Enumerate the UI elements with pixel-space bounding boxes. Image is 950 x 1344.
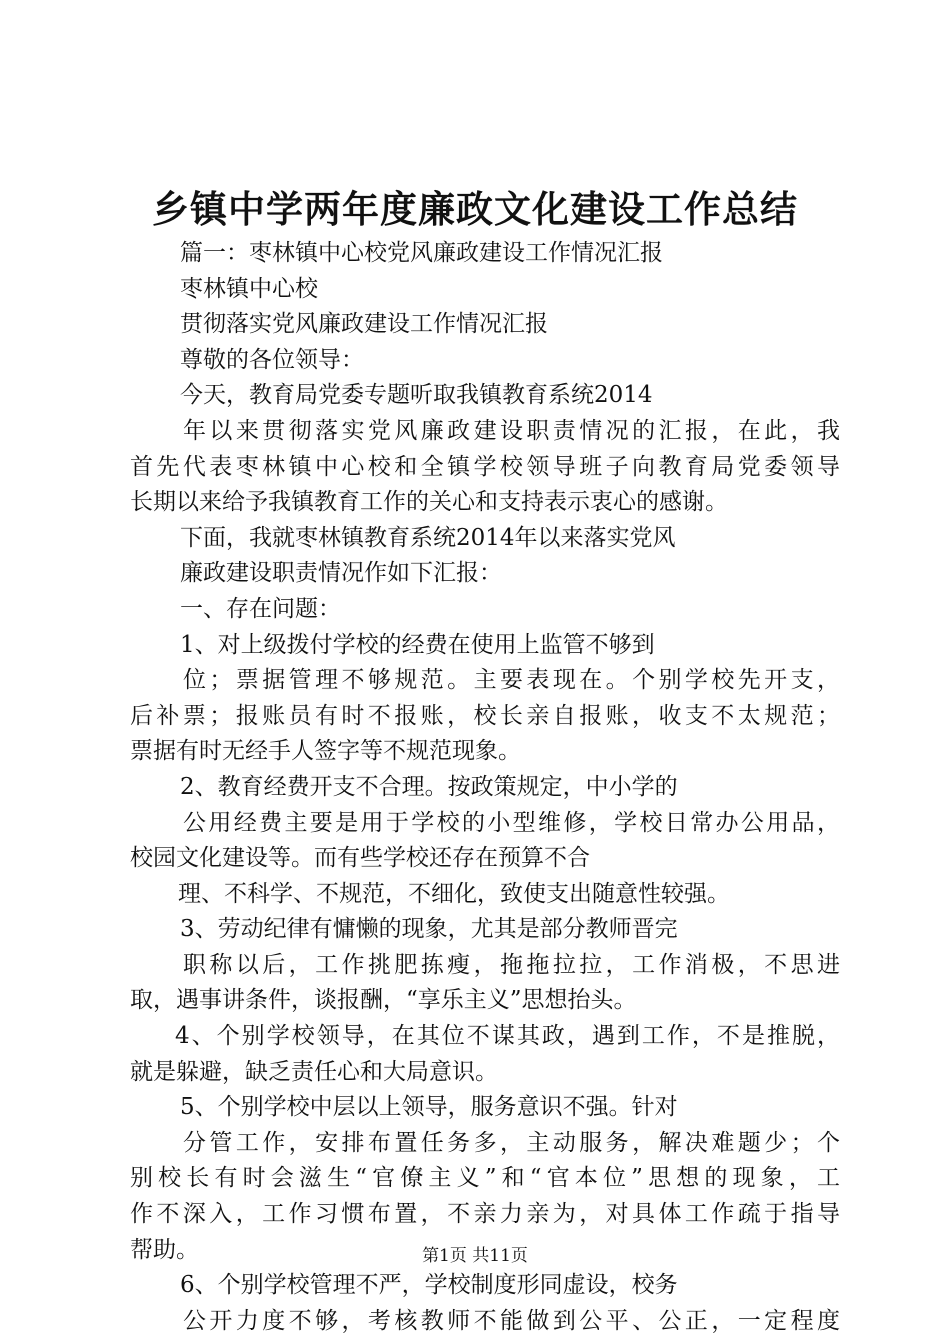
text-line: 长期以来给予我镇教育工作的关心和支持表示衷心的感谢。: [130, 489, 728, 516]
text-line: 取，遇事讲条件，谈报酬，“享乐主义”思想抬头。: [130, 987, 637, 1014]
text-line: 帮助。: [130, 1236, 199, 1263]
text-line: 就是躲避，缺乏责任心和大局意识。: [130, 1058, 498, 1085]
text-line: 廉政建设职责情况作如下汇报：: [180, 560, 502, 587]
text-line: 年以来贯彻落实党风廉政建设职责情况的汇报，在此，我: [183, 417, 840, 444]
text-line: 作不深入，工作习惯布置，不亲力亲为，对具体工作疏于指导: [130, 1201, 840, 1228]
text-line: 篇一：枣林镇中心校党风廉政建设工作情况汇报: [180, 240, 663, 266]
text-line: 别校长有时会滋生“官僚主义”和“官本位”思想的现象，工: [130, 1165, 840, 1192]
text-line: 4、个别学校领导，在其位不谋其政，遇到工作，不是推脱，: [175, 1023, 840, 1050]
text-line: 5、个别学校中层以上领导，服务意识不强。针对: [180, 1094, 678, 1121]
text-line: 6、个别学校管理不严，学校制度形同虚设，校务: [180, 1272, 678, 1299]
text-line: 公用经费主要是用于学校的小型维修，学校日常办公用品，: [183, 809, 840, 836]
text-line: 2、教育经费开支不合理。按政策规定，中小学的: [180, 773, 678, 800]
text-line: 分管工作，安排布置任务多，主动服务，解决难题少；个: [183, 1129, 840, 1156]
text-line: 位；票据管理不够规范。主要表现在。个别学校先开支，: [183, 667, 840, 694]
text-line: 下面，我就枣林镇教育系统2014年以来落实党风: [180, 524, 676, 551]
text-line: 职称以后，工作挑肥拣瘦，拖拖拉拉，工作消极，不思进: [183, 951, 840, 978]
page-number-footer: 第1页 共11页: [422, 1246, 528, 1266]
text-line: 今天，教育局党委专题听取我镇教育系统2014: [180, 382, 653, 409]
text-line: 理、不科学、不规范，不细化，致使支出随意性较强。: [178, 880, 730, 907]
text-line: 后补票；报账员有时不报账，校长亲自报账，收支不太规范；: [130, 702, 840, 729]
text-line: 贯彻落实党风廉政建设工作情况汇报: [180, 311, 548, 338]
text-line: 一、存在问题：: [180, 595, 341, 622]
text-line: 首先代表枣林镇中心校和全镇学校领导班子向教育局党委领导: [130, 453, 840, 480]
text-line: 校园文化建设等。而有些学校还存在预算不合: [130, 845, 590, 872]
document-body: [130, 236, 840, 1339]
text-line: 票据有时无经手人签字等不规范现象。: [130, 738, 521, 765]
text-line: 枣林镇中心校: [180, 275, 318, 302]
text-line: 1、对上级拨付学校的经费在使用上监管不够到: [180, 631, 655, 658]
text-line: 尊敬的各位领导：: [180, 346, 364, 373]
text-line: 公开力度不够，考核教师不能做到公平、公正，一定程度: [183, 1307, 840, 1334]
document-title: 乡镇中学两年度廉政文化建设工作总结: [152, 187, 798, 231]
text-line: 3、劳动纪律有慵懒的现象，尤其是部分教师晋完: [180, 916, 678, 943]
